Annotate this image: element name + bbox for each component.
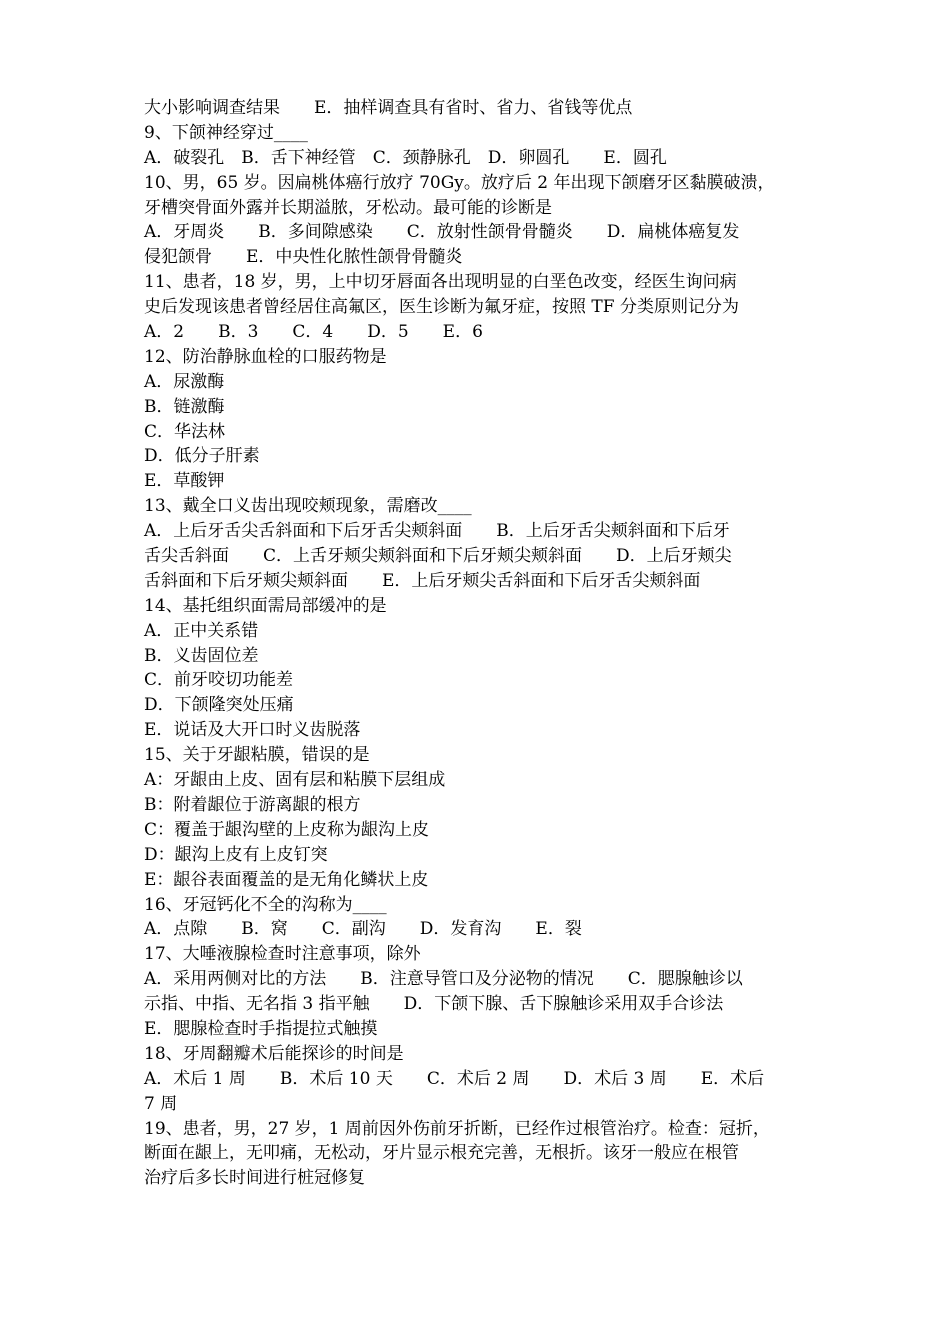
answer-option: A．正中关系错 (144, 620, 259, 641)
question-12: 12、防治静脉血栓的口服药物是 (144, 346, 387, 367)
answer-options: 舌尖舌斜面 C．上舌牙颊尖颊斜面和下后牙颊尖颊斜面 D．上后牙颊尖 (144, 546, 732, 567)
answer-options: A．点隙 B．窝 C．副沟 D．发育沟 E．裂 (144, 919, 582, 940)
text-line: 治疗后多长时间进行桩冠修复 (144, 1168, 365, 1189)
answer-option: E：龈谷表面覆盖的是无角化鳞状上皮 (144, 869, 429, 890)
answer-options: E．腮腺检查时手指提拉式触摸 (144, 1018, 378, 1039)
question-14: 14、基托组织面需局部缓冲的是 (144, 595, 387, 616)
answer-options: A．上后牙舌尖舌斜面和下后牙舌尖颊斜面 B．上后牙舌尖颊斜面和下后牙 (144, 521, 730, 542)
answer-options: A．牙周炎 B．多间隙感染 C．放射性颌骨骨髓炎 D．扁桃体癌复发 (144, 222, 740, 243)
question-9: 9、下颌神经穿过____ (144, 122, 308, 143)
question-18: 18、牙周翻瓣术后能探诊的时间是 (144, 1043, 404, 1064)
text-line: 大小影响调查结果 E．抽样调查具有省时、省力、省钱等优点 (144, 98, 633, 118)
answer-option: D．下颌隆突处压痛 (144, 695, 294, 716)
question-15: 15、关于牙龈粘膜，错误的是 (144, 745, 370, 766)
answer-options: A．术后 1 周 B．术后 10 天 C．术后 2 周 D．术后 3 周 E．术后 (144, 1068, 765, 1089)
answer-option: D：龈沟上皮有上皮钉突 (144, 844, 328, 865)
answer-option: A．尿激酶 (144, 371, 225, 392)
answer-options: A．破裂孔 B．舌下神经管 C．颈静脉孔 D．卵圆孔 E．圆孔 (144, 147, 667, 168)
answer-options: 示指、中指、无名指 3 指平触 D．下颌下腺、舌下腺触诊采用双手合诊法 (144, 994, 724, 1015)
answer-option: E．草酸钾 (144, 471, 225, 492)
question-17: 17、大唾液腺检查时注意事项，除外 (144, 944, 421, 965)
question-19: 19、患者，男，27 岁，1 周前因外伤前牙折断，已经作过根管治疗。检查：冠折， (144, 1118, 770, 1139)
question-10: 10、男，65 岁。因扁桃体癌行放疗 70Gy。放疗后 2 年出现下颌磨牙区黏膜破溃， (144, 172, 775, 193)
answer-option: C．华法林 (144, 421, 226, 442)
text-line: 断面在龈上，无叩痛，无松动，牙片显示根充完善，无根折。该牙一般应在根管 (144, 1143, 739, 1164)
answer-options: A．2 B．3 C．4 D．5 E．6 (144, 322, 483, 343)
text-line: 牙槽突骨面外露并长期溢脓，牙松动。最可能的诊断是 (144, 197, 552, 218)
question-16: 16、牙冠钙化不全的沟称为____ (144, 894, 387, 915)
answer-option: B．义齿固位差 (144, 645, 259, 666)
answer-options: 7 周 (144, 1093, 178, 1114)
answer-option: A：牙龈由上皮、固有层和粘膜下层组成 (144, 770, 446, 791)
answer-option: E．说话及大开口时义齿脱落 (144, 720, 361, 741)
question-11: 11、患者，18 岁，男，上中切牙唇面各出现明显的白垩色改变，经医生询问病 (144, 272, 737, 293)
answer-option: B：附着龈位于游离龈的根方 (144, 794, 361, 815)
answer-option: D．低分子肝素 (144, 446, 260, 467)
answer-option: C．前牙咬切功能差 (144, 670, 294, 691)
answer-options: 侵犯颌骨 E．中央性化脓性颌骨骨髓炎 (144, 247, 463, 268)
answer-options: A．采用两侧对比的方法 B．注意导管口及分泌物的情况 C．腮腺触诊以 (144, 969, 743, 990)
question-13: 13、戴全口义齿出现咬颊现象，需磨改____ (144, 496, 472, 517)
answer-option: C：覆盖于龈沟壁的上皮称为龈沟上皮 (144, 819, 430, 840)
document-body (144, 96, 814, 1191)
text-line: 史后发现该患者曾经居住高氟区，医生诊断为氟牙症，按照 TF 分类原则记分为 (144, 297, 739, 318)
answer-options: 舌斜面和下后牙颊尖颊斜面 E．上后牙颊尖舌斜面和下后牙舌尖颊斜面 (144, 570, 701, 591)
answer-option: B．链激酶 (144, 396, 225, 417)
